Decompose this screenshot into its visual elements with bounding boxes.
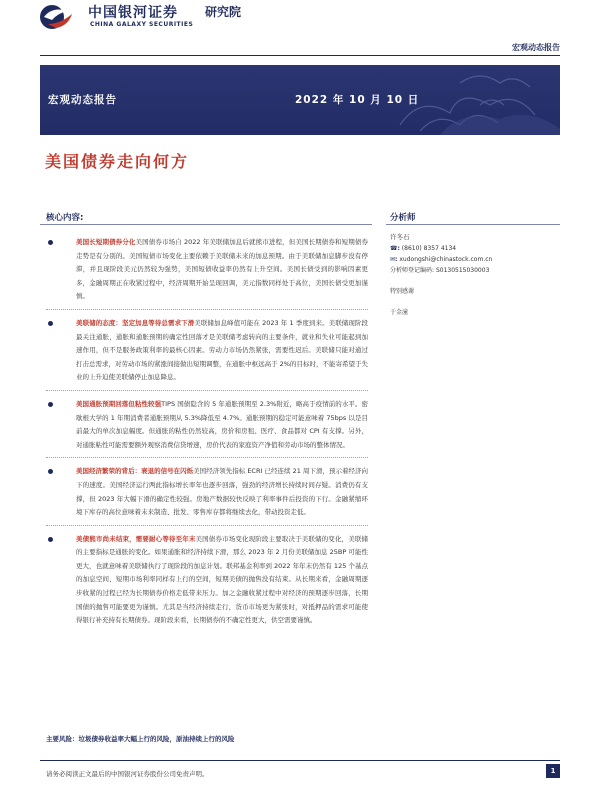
list-item [46,236,368,304]
bullet-text: 美联储加息峰值可能在 2023 年 1 季度到来。美联储现阶段最关注通胀，通胀和通胀预期的确定性回落才是美联储考虑转向的主要条件，就业和失业可能起到加速作用，但不是服务政策利率的最核心因素。劳动力市场仍然紧张，需要性迟后。美联储只能对通过打击总需求，对劳动市场的紧涨间接做出短期调整，在通胀中枢远高于 2%的目标时，不能寄希望于失业的上升迫使美联储停止加息降息。 [76,318,368,382]
report-date: 2022 年 10 月 10 日 [295,94,420,106]
list-item [46,533,368,628]
analyst-email [390,254,560,265]
phone-number: (8610) 8357 4134 [401,245,457,252]
core-content-heading: 核心内容: [46,213,84,223]
email-icon: ✉: [390,256,398,263]
disclaimer-text: 请务必阅读正文最后的中国银河证券股份公司免责声明。 [46,770,209,778]
bullet-icon [48,321,53,326]
bullet-text: 美国债券市场变化现阶段主要取决于美联储的变化，美联储的主要指标是通胀的变化。如果通胀和经济持续下滑，那么 2023 年 2 月份美联储加息 25BP 可能性更大，也就意味着美联储执行了现阶段的加息计划。联邦基金利率到 2022 年年末仍然有 125 个基点的加息空间，短期市场利率同样有上行的空间，短期美债的抛售没有结束。从长期来看，金融周期逐步收紧的过程已经为长期债券价格走低带来压力。加之金融收紧过程中对经济的预期逐步回落，长期国债的抛售可能要更为谨慎。尤其是当经济持续走行，货币市场更为紧张时，对抵押品的需求可能使得银行补充持有长期债券。现阶段来看，长期债券的不确定性更大，供空需要谨慎。 [76,534,369,625]
dotted-divider [46,525,368,527]
brand-department: 研究院 [205,5,242,19]
report-type-tag: 宏观动态报告 [512,43,560,52]
analyst-license [390,265,560,276]
analyst-rule [386,224,560,225]
report-title: 美国债券走向何方 [45,152,190,171]
brand-name-cn: 中国银河证券 [88,5,178,21]
analyst-heading: 分析师 [390,213,416,223]
bullet-heading: 美债熊市尚未结束，需要耐心等待至年末 [76,534,196,543]
dotted-divider [46,457,368,459]
bullet-text: 美国债券市场自 2022 年美联储加息后就熊市进程，但美国长期债券和短期债券走势是有分别的。美国短债市场变化主要依赖于美联储未来的加息预期。由于美联储加息脚步没有停滞，并且现阶段美元仍然较为强势，美国短债收益率仍然有上升空间。美国长债受到的影响因素更多，金融周期正在收紧过程中，经济周期开始呈现回调，美元指数同样处于高位，美国长债受更加谨慎。 [76,238,368,301]
page-number: 1 [546,764,560,778]
brand-name-en: CHINA GALAXY SECURITIES [90,21,194,28]
dotted-divider [46,309,368,311]
email-address[interactable]: xudongshi@chinastock.com.cn [399,256,493,263]
bullet-heading: 美国长短期债券分化 [76,238,136,246]
core-content-rule [40,224,372,225]
footer-divider [40,760,560,761]
list-item [46,398,368,452]
report-banner [40,65,560,135]
dotted-divider [46,390,368,392]
banner-report-type: 宏观动态报告 [48,94,117,106]
galaxy-logo-icon [38,2,78,32]
thanks-name: 于金潼 [390,309,409,316]
bullet-icon [48,402,53,407]
bullet-heading: 美国通胀预期回落但粘性较强 [76,399,162,408]
bullet-text: 美国经济领先指标 ECRI 已经连续 21 周下滑，预示着经济向下的速度。美国经济运行两此指标增长率年也逐步回落，强劲的经济增长持续时间存疑。消费仍有支撑，但 2023 年大幅下滑的确定性较强。房地产数据较快反映了利率事件后投资的下行。金融紧缩环境下库存的高位意味着未来制造、批发、零售库存都将继续去化，带动投资走低。 [76,467,369,517]
thanks-label: 特别感谢 [390,288,415,295]
analyst-name: 许冬石 [390,233,410,241]
bullet-icon [48,537,53,542]
analyst-info [390,232,560,318]
bullet-icon [48,469,53,474]
bullet-heading: 美联储的态度：坚定加息等待总需求下滑 [76,318,195,327]
license-label: 分析师登记编码: [390,267,435,274]
analyst-phone [390,243,560,254]
bullet-text: TIPS 国债隐含的 5 年通胀预期至 2.3%附近，略高于疫情前的水平。密歇根大学的 1 年期消费者通胀预期从 5.3%降低至 4.7%。通胀预期的稳定可能意味着 75bps 以是目前最大的单次加息幅度。但通胀的粘性仍然较高，房价和房租、医疗、食品都对 CPI 有支撑。另外，对通胀粘性可能需要额外观察消费信贷增速，房价代表的家庭资产净值和劳动市场的整体情况。 [76,399,368,449]
header-divider [40,55,560,56]
bullet-icon [48,240,53,245]
bullet-heading: 美国经济繁荣的背后：衰退的信号在闪烁 [76,467,194,476]
main-risk-note: 主要风险：垃圾债券收益率大幅上行的风险，原油持续上行的风险 [46,735,235,743]
core-content-list [46,236,368,633]
list-item [46,317,368,385]
license-number: S0130515030003 [435,267,490,274]
phone-icon: ☎: [390,245,400,252]
list-item [46,465,368,519]
